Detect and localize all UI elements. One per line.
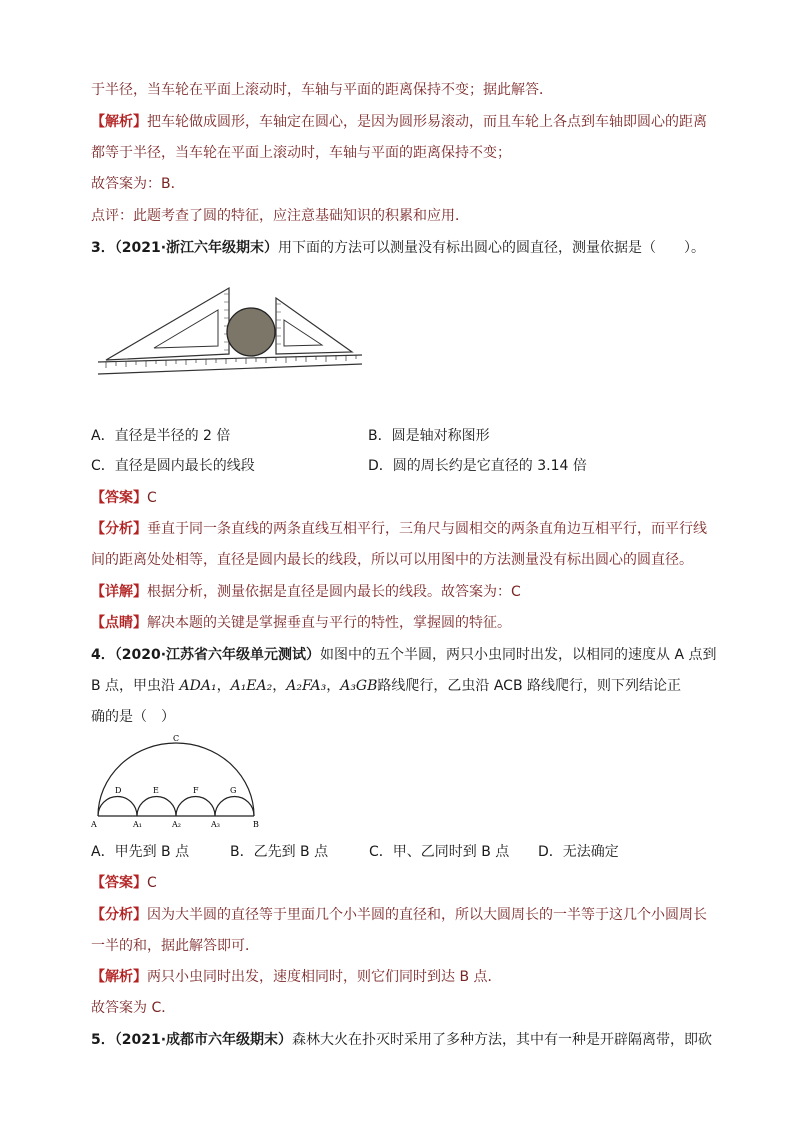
q3-option-a[interactable]: A．直径是半径的 2 倍 — [91, 428, 231, 444]
label-e: E — [153, 786, 159, 795]
q2-comment-line: 点评：此题考查了圆的特征，应注意基础知识的积累和应用． — [91, 208, 469, 224]
question-number: 4． — [91, 647, 115, 663]
jiexi-tag: 【解析】 — [91, 114, 147, 130]
path-1: ADA₁ — [179, 678, 217, 694]
q2-answer-line: 故答案为：B． — [91, 176, 185, 192]
question-source: （2020·江苏省六年级单元测试） — [114, 647, 321, 663]
q3-answer: 【答案】C — [91, 490, 157, 506]
q3-option-c[interactable]: C．直径是圆内最长的线段 — [91, 458, 255, 474]
q3-dianjing: 【点睛】解决本题的关键是掌握垂直与平行的特性，掌握圆的特征。 — [91, 615, 511, 631]
label-b: B — [253, 820, 259, 829]
big-semicircle — [98, 743, 254, 816]
question-source: （2021·浙江六年级期末） — [114, 240, 279, 256]
q4-option-a[interactable]: A．甲先到 B 点 — [91, 844, 190, 860]
question-source: （2021·成都市六年级期末） — [114, 1032, 293, 1048]
q3-figure-triangles-and-circle — [96, 284, 366, 380]
label-a3: A₃ — [211, 820, 220, 829]
path-2: A₁EA₂ — [230, 678, 273, 694]
q3-xiangjie: 【详解】根据分析，测量依据是直径是圆内最长的线段。故答案为：C — [91, 584, 521, 600]
q4-option-b[interactable]: B．乙先到 B 点 — [230, 844, 329, 860]
q4-answer: 【答案】C — [91, 875, 157, 891]
q4-stem-line1: 4．（2020·江苏省六年级单元测试）如图中的五个半圆，两只小虫同时出发，以相同的速度从 A 点到 — [91, 647, 717, 663]
q4-fenxi-line2: 一半的和，据此解答即可． — [91, 938, 259, 954]
q2-jiexi-line1: 【解析】把车轮做成圆形，车轴定在圆心，是因为圆形易滚动，而且车轮上各点到车轴即圆心的距离 — [91, 114, 707, 130]
label-g: G — [230, 786, 237, 795]
q4-jiexi: 【解析】两只小虫同时出发，速度相同时，则它们同时到达 B 点． — [91, 969, 502, 985]
q4-option-d[interactable]: D．无法确定 — [538, 844, 619, 860]
path-3: A₂FA₃ — [286, 678, 327, 694]
q3-fenxi-line2: 间的距离处处相等，直径是圆内最长的线段，所以可以用图中的方法测量没有标出圆心的圆直径。 — [91, 552, 693, 568]
label-c: C — [173, 734, 180, 743]
label-f: F — [193, 786, 199, 795]
path-4: A₃GB — [340, 678, 378, 694]
q4-fenxi-line1: 【分析】因为大半圆的直径等于里面几个小半圆的直径和，所以大圆周长的一半等于这几个小圆周长 — [91, 907, 707, 923]
q4-stem-line3: 确的是（ ） — [91, 709, 175, 725]
q2-analysis-tail: 于半径，当车轮在平面上滚动时，车轴与平面的距离保持不变；据此解答． — [91, 82, 553, 98]
ruler-bottom-edge — [98, 364, 362, 374]
question-number: 5． — [91, 1032, 115, 1048]
q3-option-d[interactable]: D．圆的周长约是它直径的 3.14 倍 — [368, 458, 587, 474]
question-number: 3． — [91, 240, 115, 256]
q4-figure-semicircles — [90, 734, 265, 830]
circle-disc — [227, 308, 275, 356]
label-a1: A₁ — [133, 820, 142, 829]
q5-stem: 5．（2021·成都市六年级期末）森林大火在扑灭时采用了多种方法，其中有一种是开辟隔离带，即砍 — [91, 1032, 713, 1048]
q4-answer-line: 故答案为 C． — [91, 1000, 176, 1016]
label-d: D — [115, 786, 122, 795]
small-semicircle-e — [137, 797, 176, 817]
q3-option-b[interactable]: B．圆是轴对称图形 — [368, 428, 490, 444]
q2-jiexi-line2: 都等于半径，当车轮在平面上滚动时，车轴与平面的距离保持不变； — [91, 145, 511, 161]
small-semicircle-f — [176, 797, 215, 817]
q3-stem: 3．（2021·浙江六年级期末）用下面的方法可以测量没有标出圆心的圆直径，测量依据是（ ）。 — [91, 240, 706, 256]
label-a: A — [91, 820, 97, 829]
small-semicircle-d — [98, 797, 137, 817]
q4-option-c[interactable]: C．甲、乙同时到 B 点 — [369, 844, 510, 860]
label-a2: A₂ — [172, 820, 181, 829]
small-semicircle-g — [215, 797, 254, 817]
q4-stem-line2: B 点，甲虫沿 ADA₁，A₁EA₂，A₂FA₃，A₃GB路线爬行，乙虫沿 ACB 路线爬行，则下列结论正 — [91, 678, 682, 694]
q3-fenxi-line1: 【分析】垂直于同一条直线的两条直线互相平行，三角尺与圆相交的两条直角边互相平行，而平行线 — [91, 521, 707, 537]
